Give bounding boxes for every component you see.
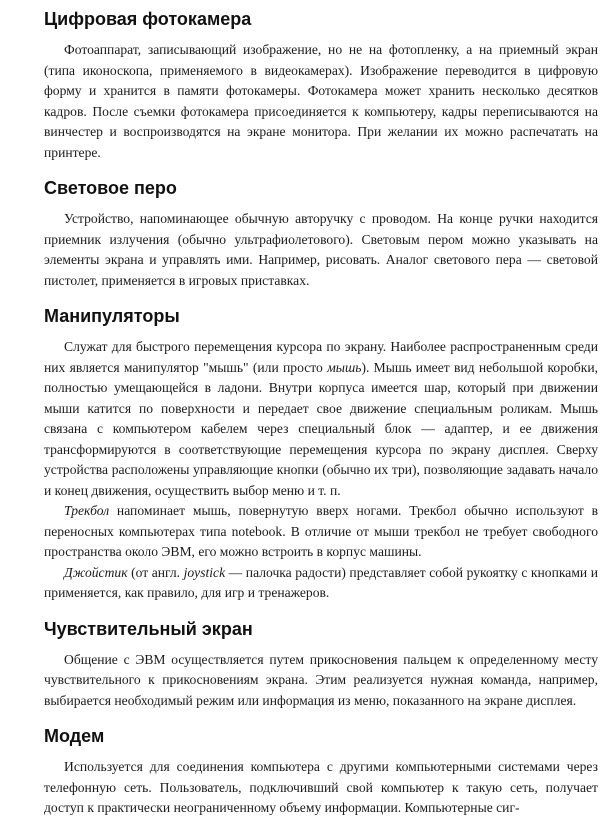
section-title: Цифровая фотокамера [44,9,252,29]
section-paragraph: Общение с ЭВМ осуществляется путем прикосновения пальцем к определенному месту чувствительного к прикосновениям экрана. Этим реализуется нужная команда, например, выбирается необходимый режим или информация из меню, показанного на экране дисплея. [44,651,598,708]
italic-term-joystick: Джойстик [64,564,128,580]
document-page [30,0,598,819]
italic-term-mouse: мышь [327,359,362,375]
section-paragraph-joystick [30,563,598,604]
italic-term-trackball: Трекбол [64,503,110,518]
section-title: Световое перо [44,178,177,198]
section-paragraph: Используется для соединения компьютера с другими компьютерными системами через телефонную сеть. Пользователь, подключивший свой компьютер к такую сеть, получает доступ к практически неограниченному объему информации. Компьютерные сиг- [44,759,598,815]
section-paragraph-mouse [30,337,598,501]
italic-english-joystick: joystick [183,564,226,580]
section-paragraph-trackball [30,501,598,563]
section-title: Чувствительный экран [44,618,253,639]
text-fragment: (от англ. [127,564,184,580]
section-paragraph: Фотоаппарат, записывающий изображение, но не на фотопленку, а на приемный экран (типа иконоскопа, применяемого в видеокамерах). Изображение переводится в цифровую форму и хранится в памяти фотокамеры. Фотокамера может хранить несколько десятков кадров. После съемки фотокамера присоединяется к компьютеру, кадры переписываются на винчестер и воспроизводятся на экране монитора. При желании их можно распечатать на принтере. [44,42,598,160]
section-modem [30,725,598,819]
section-digital-camera [30,8,598,163]
section-light-pen [30,177,598,291]
section-touch-screen [30,618,598,712]
text-fragment: ). Мышь имеет вид небольшой коробки, полностью умещающейся в ладони. Внутри корпуса имеется шар, который при движении мыши катится по поверхности и передает свое движение специальным роликам. Мышь связана с компьютером кабелем через специальный блок — адаптер, и ее движения трансформируются в соответствующие перемещения курсора по экрану дисплея. Сверху устройства расположены управляющие кнопки (обычно их три), позволяющие задавать начало и конец движения, осуществить выбор меню и т. п. [44,359,598,498]
text-fragment: — палочка радости) представляет собой рукоятку с кнопками и применяется, как правило, для игр и тренажеров. [44,564,598,600]
section-paragraph: Устройство, напоминающее обычную авторучку с проводом. На конце ручки находится приемник излучения (обычно ультрафиолетового). Световым пером можно указывать на элементы экрана и управлять ими. Например, рисовать. Аналог светового пера — световой пистолет, применяется в игровых приставках. [44,211,598,288]
section-title: Манипуляторы [44,306,180,326]
text-fragment: Служат для быстрого перемещения курсора по экрану. Наиболее распространенным среди них является манипулятор "мышь" (или просто [44,339,598,375]
section-title: Модем [44,726,105,746]
text-fragment: напоминает мышь, повернутую вверх ногами. Трекбол обычно используют в переносных компьютерах типа notebook. В отличие от мыши трекбол не требует свободного пространства около ЭВМ, его можно встроить в корпус машины. [44,503,598,559]
section-manipulators [30,305,598,604]
